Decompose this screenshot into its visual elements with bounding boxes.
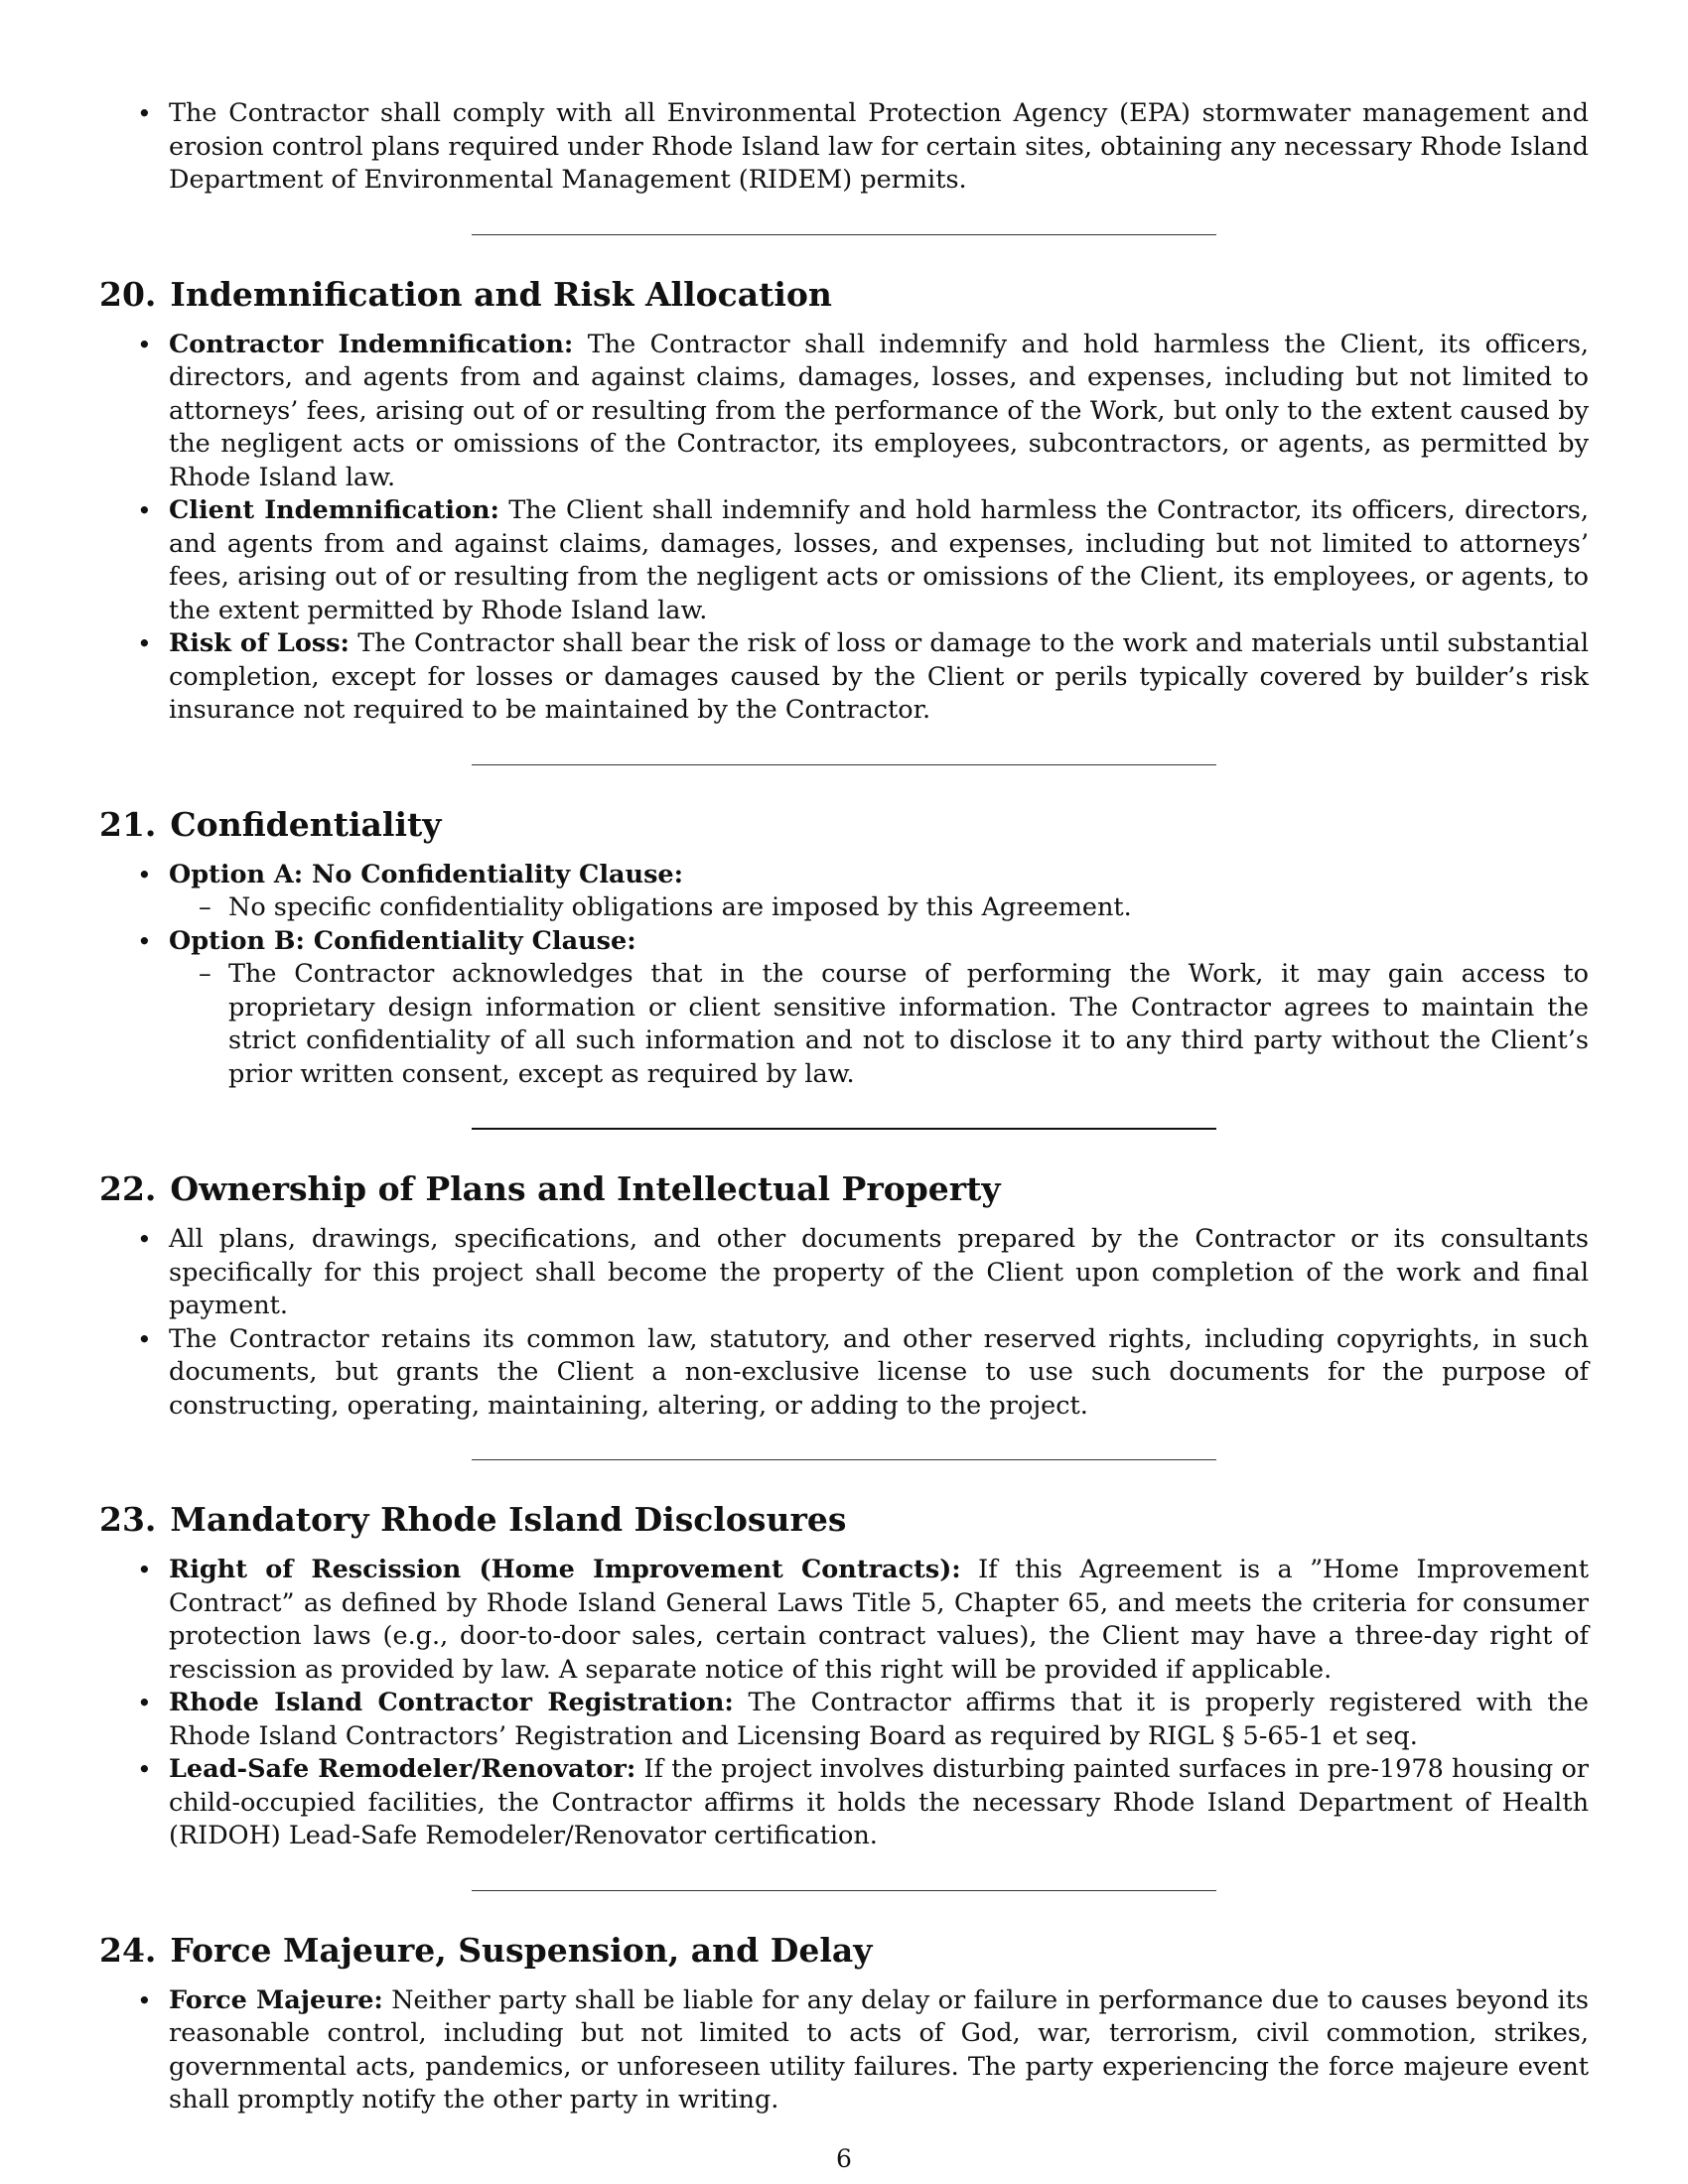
item-lead: Lead-Safe Remodeler/Renovator:	[169, 1754, 636, 1784]
section-title: Ownership of Plans and Intellectual Property	[170, 1169, 1001, 1208]
sub-list	[169, 958, 1589, 1091]
section-22-list	[99, 1223, 1589, 1423]
section-22-heading	[99, 1169, 1589, 1209]
sub-item-text: No specific confidentiality obligations are imposed by this Agreement.	[228, 892, 1132, 922]
item-lead: Force Majeure:	[169, 1984, 383, 2015]
section-divider	[472, 1459, 1216, 1460]
list-item	[99, 1323, 1589, 1424]
item-text: Neither party shall be liable for any delay or failure in performance due to causes beyond its reasonable control, including but not limited to acts of God, war, terrorism, civil commotion, strikes, governmental acts, pandemics, or unforeseen utility failures. The party experiencing the force majeure event shall promptly notify the other party in writing.	[169, 1984, 1589, 2115]
item-text: The Contractor shall bear the risk of loss or damage to the work and materials until substantial completion, except for losses or damages caused by the Client or perils typically covered by builder’s risk insurance not required to be maintained by the Contractor.	[169, 628, 1590, 725]
section-title: Indemnification and Risk Allocation	[170, 274, 832, 314]
section-24-list	[99, 1984, 1589, 2117]
section-number: 23.	[99, 1500, 157, 1539]
item-lead: Option B: Confidentiality Clause:	[169, 925, 636, 956]
sub-item-text: The Contractor acknowledges that in the course of performing the Work, it may gain access to proprietary design information or client sensitive information. The Contractor agrees to maintain the strict confidentiality of all such information and not to disclose it to any third party without the Client’s prior written consent, except as required by law.	[228, 959, 1589, 1089]
item-lead: Contractor Indemnification:	[169, 329, 574, 359]
section-number: 21.	[99, 804, 157, 844]
section-20-list	[99, 329, 1589, 728]
bullet-text: The Contractor shall comply with all Environmental Protection Agency (EPA) stormwater management and erosion control plans required under Rhode Island law for certain sites, obtaining any necessary Rhode Island Department of Environmental Management (RIDEM) permits.	[169, 98, 1589, 195]
section-title: Force Majeure, Suspension, and Delay	[170, 1930, 873, 1970]
section-divider	[472, 764, 1216, 765]
sub-list-item	[169, 958, 1589, 1091]
document-body	[99, 97, 1589, 2117]
sub-list	[169, 891, 1589, 925]
section-21-list	[99, 859, 1589, 1092]
item-text: If the project involves disturbing painted surfaces in pre-1978 housing or child-occupied facilities, the Contractor affirms it holds the necessary Rhode Island Department of Health (RIDOH) Lead-Safe Remodeler/Renovator certification.	[169, 1754, 1590, 1850]
list-item	[99, 1753, 1589, 1853]
section-23-heading	[99, 1500, 1589, 1540]
list-item	[99, 1687, 1589, 1753]
item-lead: Client Indemnification:	[169, 495, 499, 525]
item-text: All plans, drawings, specifications, and other documents prepared by the Contractor or its consultants specifically for this project shall become the property of the Client upon completion of the work and final payment.	[169, 1224, 1589, 1320]
list-item	[99, 494, 1589, 627]
item-text: If this Agreement is a ”Home Improvement Contract” as defined by Rhode Island General Laws Title 5, Chapter 65, and meets the criteria for consumer protection laws (e.g., door-to-door sales, certain contract values), the Client may have a three-day right of rescission as provided by law. A separate notice of this right will be provided if applicable.	[169, 1555, 1589, 1685]
list-item	[99, 1223, 1589, 1323]
section-title: Mandatory Rhode Island Disclosures	[170, 1500, 847, 1539]
section-divider	[472, 1890, 1216, 1891]
section-number: 22.	[99, 1169, 157, 1208]
page-number: 6	[836, 2144, 852, 2173]
item-lead: Option A: No Confidentiality Clause:	[169, 859, 684, 889]
item-lead: Risk of Loss:	[169, 628, 350, 658]
item-lead: Right of Rescission (Home Improvement Contracts):	[169, 1555, 961, 1584]
list-item	[99, 859, 1589, 925]
list-item	[99, 627, 1589, 728]
item-text: The Client shall indemnify and hold harmless the Contractor, its officers, directors, and agents from and against claims, damages, losses, and expenses, including but not limited to attorneys’ fees, arising out of or resulting from the negligent acts or omissions of the Client, its employees, or agents, to the extent permitted by Rhode Island law.	[169, 495, 1589, 625]
section-20-heading	[99, 275, 1589, 315]
intro-bullet-list	[99, 97, 1589, 198]
section-divider	[472, 234, 1216, 235]
section-divider	[472, 1128, 1216, 1130]
list-item	[99, 1554, 1589, 1687]
item-text: The Contractor retains its common law, statutory, and other reserved rights, including copyrights, in such documents, but grants the Client a non-exclusive license to use such documents for the purpose of constructing, operating, maintaining, altering, or adding to the project.	[169, 1323, 1589, 1421]
item-text: The Contractor shall indemnify and hold harmless the Client, its officers, directors, and agents from and against claims, damages, losses, and expenses, including but not limited to attorneys’ fees, arising out of or resulting from the performance of the Work, but only to the extent caused by the negligent acts or omissions of the Contractor, its employees, subcontractors, or agents, as permitted by Rhode Island law.	[169, 329, 1590, 492]
list-item	[99, 329, 1589, 495]
list-item	[99, 1984, 1589, 2117]
section-number: 20.	[99, 274, 157, 314]
item-lead: Rhode Island Contractor Registration:	[169, 1688, 734, 1717]
list-item	[99, 925, 1589, 1092]
section-24-heading	[99, 1931, 1589, 1971]
section-title: Confidentiality	[170, 804, 442, 844]
section-number: 24.	[99, 1930, 157, 1970]
intro-bullet	[99, 97, 1589, 198]
section-21-heading	[99, 805, 1589, 845]
section-23-list	[99, 1554, 1589, 1853]
sub-list-item	[169, 891, 1589, 925]
item-text: The Contractor affirms that it is properly registered with the Rhode Island Contractors’ Registration and Licensing Board as required by RIGL § 5-65-1 et seq.	[169, 1688, 1589, 1751]
